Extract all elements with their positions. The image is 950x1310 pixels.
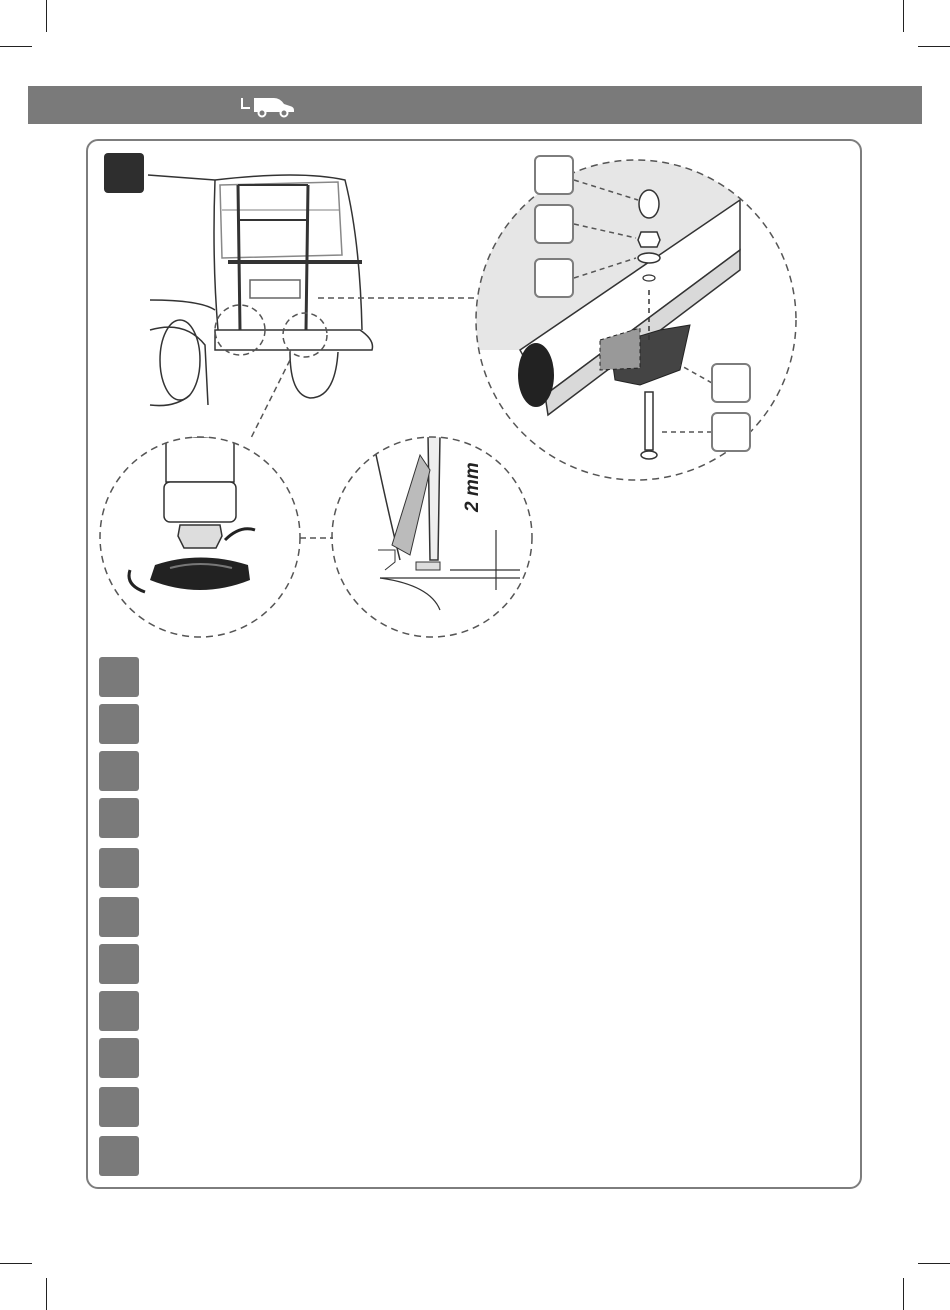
- row-badge: [99, 1136, 139, 1176]
- gap-dimension-label: 2 mm: [462, 462, 483, 512]
- instruction-row: [99, 848, 839, 888]
- instruction-row: [99, 1038, 839, 1078]
- row-badge: [99, 798, 139, 838]
- row-badge: [99, 1087, 139, 1127]
- instruction-row: [99, 657, 839, 697]
- instruction-row: [99, 798, 839, 838]
- row-badge: [99, 991, 139, 1031]
- instruction-row: [99, 897, 839, 937]
- instruction-row: [99, 1136, 839, 1176]
- callout-box: [534, 204, 574, 244]
- row-badge: [99, 848, 139, 888]
- row-badge: [99, 751, 139, 791]
- instruction-row: [99, 704, 839, 744]
- row-badge: [99, 897, 139, 937]
- callout-box: [534, 258, 574, 298]
- callout-box: [711, 363, 751, 403]
- callout-box: [534, 155, 574, 195]
- row-badge: [99, 1038, 139, 1078]
- instruction-row: [99, 751, 839, 791]
- callout-box: [711, 412, 751, 452]
- instruction-row: [99, 1087, 839, 1127]
- row-badge: [99, 944, 139, 984]
- instruction-row: [99, 991, 839, 1031]
- row-badge: [99, 704, 139, 744]
- row-badge: [99, 657, 139, 697]
- instruction-row: [99, 944, 839, 984]
